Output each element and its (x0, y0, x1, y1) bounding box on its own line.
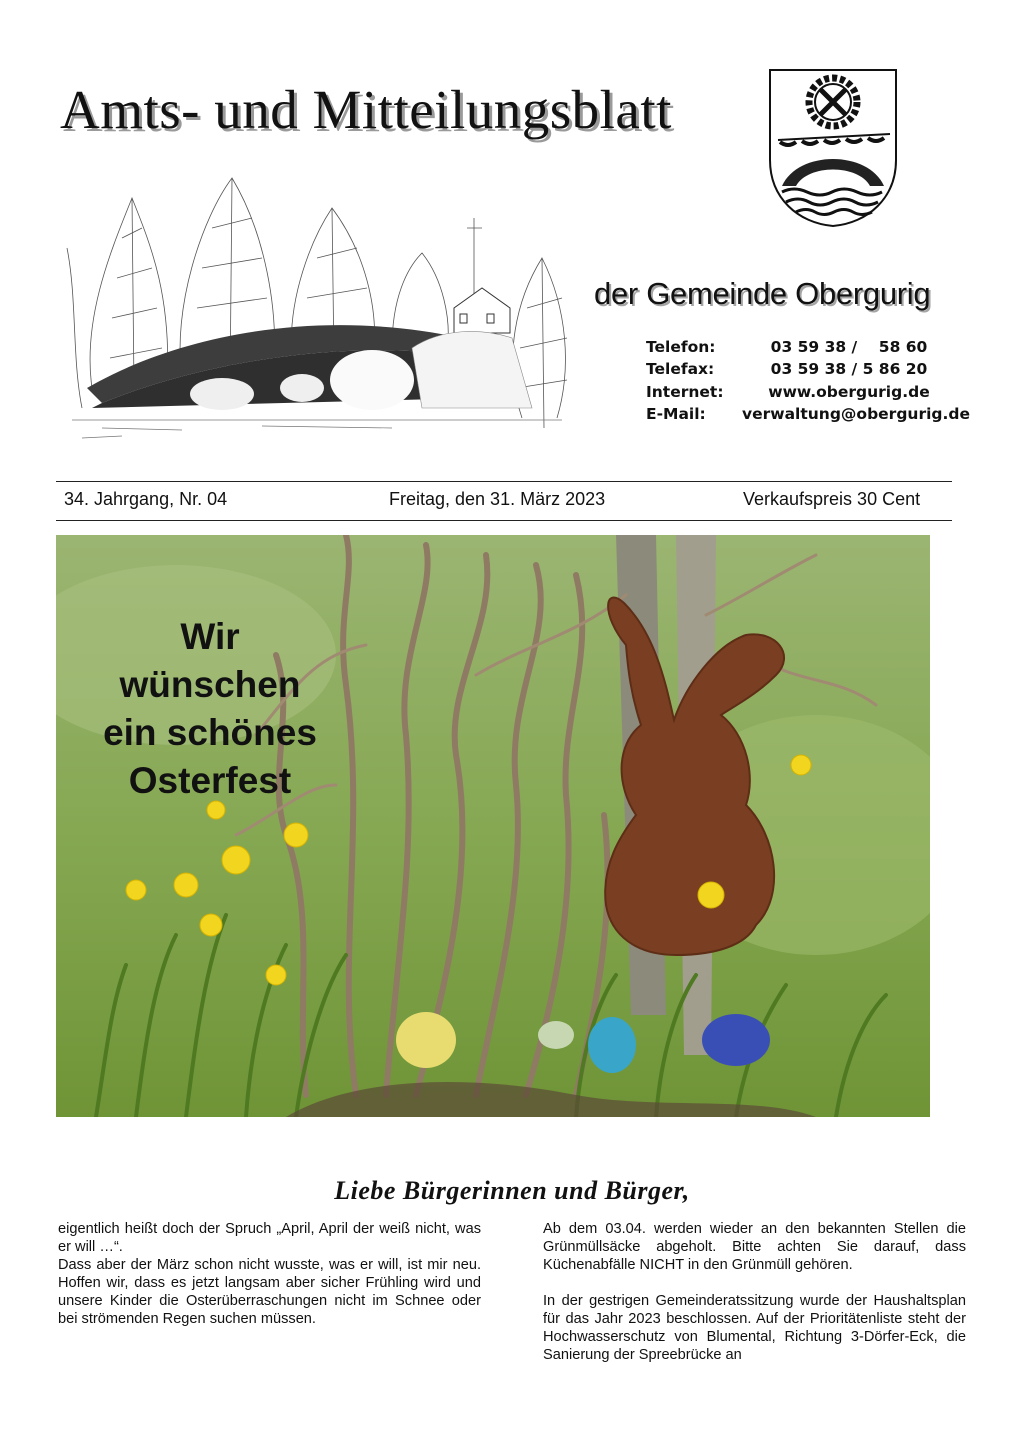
issue-price: Verkaufspreis 30 Cent (743, 489, 921, 509)
masthead-subtitle: der Gemeinde Obergurig (594, 276, 931, 311)
contact-label: Telefax: (646, 360, 715, 378)
letter-paragraph: Ab dem 03.04. werden wieder an den bekannten Stellen die Grünmüllsäcke abgeholt. Bitte achten Sie darauf, dass Küchenabfälle NICHT in den Grünmüll gehören. (543, 1221, 966, 1273)
bridge-sketch-illustration (62, 158, 574, 444)
easter-greeting (78, 613, 342, 805)
contact-phone (646, 338, 956, 360)
letter-salutation: Liebe Bürgerinnen und Bürger, (334, 1176, 690, 1205)
contact-email (646, 405, 971, 427)
easter-cover-photo (56, 535, 930, 1117)
contact-label: Internet: (646, 383, 724, 401)
contact-website-link[interactable]: www.obergurig.de (768, 383, 930, 401)
letter-paragraph: In der gestrigen Gemeinderatssitzung wurde der Haushaltsplan für das Jahr 2023 beschlossen. Auf der Prioritätenliste steht der Hochwasserschutz von Blumental, Richtung 3-Dörfer-Eck, die Sanierung der Spreebrücke an (543, 1293, 966, 1363)
greeting-line: Osterfest (128, 760, 292, 801)
masthead-title: Amts- und Mitteilungsblatt (60, 79, 672, 140)
municipal-coat-of-arms (768, 68, 898, 228)
greeting-line: ein schönes (103, 712, 317, 753)
issue-date: Freitag, den 31. März 2023 (389, 489, 606, 509)
contact-fax (646, 360, 956, 382)
contact-label: Telefon: (646, 338, 716, 356)
greeting-line: wünschen (119, 664, 301, 705)
contact-value: 03 59 38 / 58 60 (770, 338, 928, 356)
letter-column-right (543, 1220, 966, 1364)
contact-value: 03 59 38 / 5 86 20 (770, 360, 928, 378)
contact-label: E-Mail: (646, 405, 706, 423)
letter-column-left (58, 1220, 481, 1328)
divider (56, 481, 952, 482)
contact-email-link[interactable]: verwaltung@obergurig.de (742, 405, 971, 423)
contact-internet (646, 383, 956, 405)
divider (56, 520, 952, 521)
greeting-line: Wir (180, 616, 240, 657)
letter-paragraph: Dass aber der März schon nicht wusste, was er will, ist mir neu. Hoffen wir, dass es jetzt langsam aber sicher Frühling wird und unsere Kinder die Osterüberraschungen nicht im Schnee oder bei strömenden Regen suchen müssen. (58, 1257, 481, 1327)
issue-volume: 34. Jahrgang, Nr. 04 (64, 489, 228, 509)
letter-paragraph: eigentlich heißt doch der Spruch „April, April der weiß nicht, was er will …“. (58, 1221, 481, 1255)
